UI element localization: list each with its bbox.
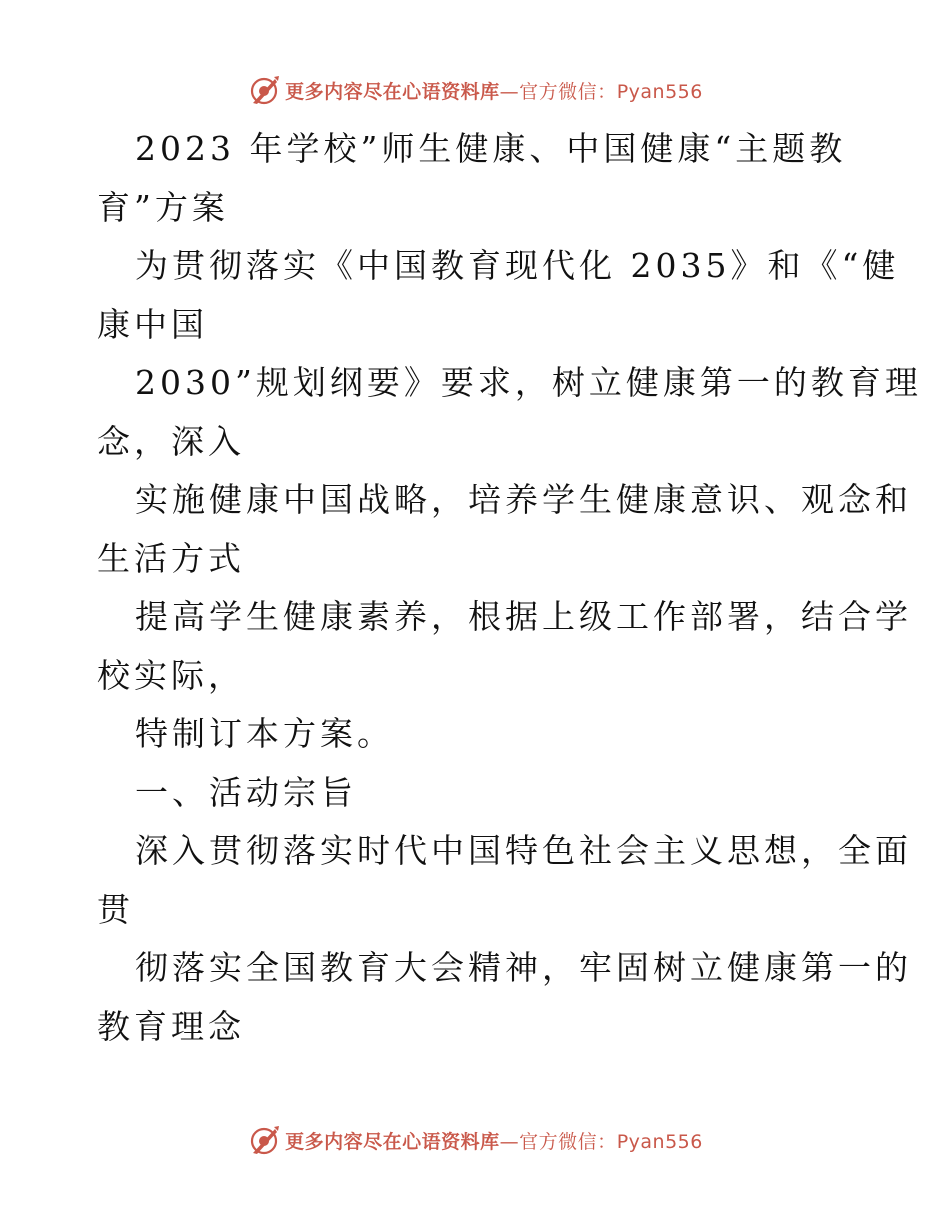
watermark-brand: 更多内容尽在心语资料库 <box>285 1130 500 1153</box>
watermark-wechat-id: Pyan556 <box>616 1130 703 1153</box>
document-line: 贯 <box>97 889 134 929</box>
document-line: 深入贯彻落实时代中国特色社会主义思想，全面 <box>135 831 912 870</box>
document-line: 实施健康中国战略，培养学生健康意识、观念和 <box>135 480 912 519</box>
watermark-brand: 更多内容尽在心语资料库 <box>285 80 500 103</box>
quill-logo-icon <box>247 1123 281 1157</box>
quill-logo-icon <box>247 73 281 107</box>
watermark-contact-label: 官方微信： <box>519 80 617 103</box>
watermark-dash: — <box>499 1130 520 1153</box>
document-line: 教育理念 <box>97 1006 245 1046</box>
document-line: 提高学生健康素养，根据上级工作部署，结合学 <box>135 597 912 636</box>
document-line: 彻落实全国教育大会精神，牢固树立健康第一的 <box>135 948 912 987</box>
document-line: 校实际， <box>97 655 245 695</box>
document-line: 一、活动宗旨 <box>135 772 357 812</box>
document-line: 为贯彻落实《中国教育现代化 2035》和《“健 <box>135 246 900 285</box>
watermark-text <box>285 77 703 104</box>
document-line: 特制订本方案。 <box>135 714 394 753</box>
watermark-footer <box>0 1120 950 1160</box>
document-line: 生活方式 <box>97 538 245 578</box>
watermark-wechat-id: Pyan556 <box>616 80 703 103</box>
watermark-contact-label: 官方微信： <box>519 1130 617 1153</box>
watermark-dash: — <box>499 80 520 103</box>
document-line: 2030”规划纲要》要求，树立健康第一的教育理 <box>135 363 922 402</box>
document-line: 育”方案 <box>97 187 229 227</box>
watermark-header <box>0 70 950 110</box>
document-line: 念，深入 <box>97 421 245 461</box>
document-line: 康中国 <box>97 304 208 344</box>
document-line: 2023 年学校”师生健康、中国健康“主题教 <box>135 129 847 168</box>
document-body <box>97 120 922 1056</box>
watermark-text <box>285 1127 703 1154</box>
